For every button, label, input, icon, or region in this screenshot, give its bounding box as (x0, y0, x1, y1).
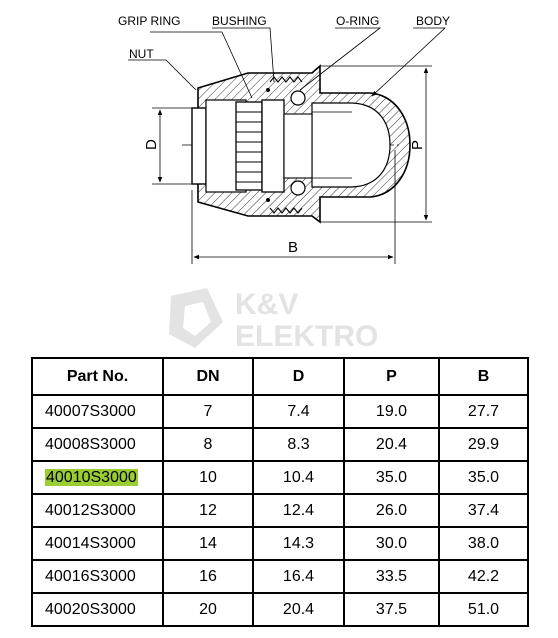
dimension-p-label: P (409, 139, 426, 150)
cell-part-no (32, 461, 163, 494)
label-nut: NUT (129, 47, 154, 61)
label-bushing: BUSHING (212, 14, 267, 28)
o-ring-top (291, 91, 305, 105)
cell-part-no (32, 395, 163, 428)
cell-b: 37.4 (439, 494, 528, 527)
table-row (32, 527, 528, 560)
detail-dot (266, 88, 270, 92)
label-o-ring: O-RING (336, 14, 380, 28)
o-ring-bottom (291, 181, 305, 195)
part-no-text: 40014S3000 (45, 534, 136, 552)
body-bore (312, 103, 390, 187)
bushing (262, 100, 284, 192)
header-b: B (439, 358, 528, 395)
cell-part-no (32, 527, 163, 560)
cell-d: 20.4 (253, 593, 344, 626)
dimension-d-label: D (143, 139, 160, 150)
spec-table (31, 357, 529, 627)
cell-p: 33.5 (344, 560, 439, 593)
label-body: BODY (416, 14, 451, 28)
watermark-line2: ELEKTRO (235, 320, 379, 353)
cell-b: 35.0 (439, 461, 528, 494)
table-header-row (32, 358, 528, 395)
cell-p: 37.5 (344, 593, 439, 626)
cell-b: 51.0 (439, 593, 528, 626)
cell-b: 27.7 (439, 395, 528, 428)
cell-p: 35.0 (344, 461, 439, 494)
cell-d: 12.4 (253, 494, 344, 527)
cell-b: 29.9 (439, 428, 528, 461)
cell-dn: 16 (163, 560, 253, 593)
cell-dn: 10 (163, 461, 253, 494)
cell-b: 42.2 (439, 560, 528, 593)
cell-dn: 7 (163, 395, 253, 428)
cell-b: 38.0 (439, 527, 528, 560)
cell-dn: 20 (163, 593, 253, 626)
watermark (165, 282, 395, 354)
part-no-text: 40020S3000 (45, 600, 136, 618)
label-grip-ring: GRIP RING (118, 14, 181, 28)
header-d: D (253, 358, 344, 395)
bushing-step (284, 114, 312, 178)
cell-part-no (32, 593, 163, 626)
part-no-text: 40016S3000 (45, 567, 136, 585)
header-p: P (344, 358, 439, 395)
cell-p: 30.0 (344, 527, 439, 560)
watermark-line1: K&V (235, 288, 299, 321)
part-no-text: 40012S3000 (45, 501, 136, 519)
detail-dot (266, 198, 270, 202)
header-dn: DN (163, 358, 253, 395)
cell-p: 19.0 (344, 395, 439, 428)
cell-dn: 14 (163, 527, 253, 560)
cell-dn: 8 (163, 428, 253, 461)
table-row (32, 560, 528, 593)
cell-part-no (32, 560, 163, 593)
cell-d: 14.3 (253, 527, 344, 560)
part-no-text: 40007S3000 (45, 402, 136, 420)
cell-d: 8.3 (253, 428, 344, 461)
cell-part-no (32, 428, 163, 461)
cell-part-no (32, 494, 163, 527)
cell-d: 7.4 (253, 395, 344, 428)
cell-dn: 12 (163, 494, 253, 527)
part-no-text-highlighted: 40010S3000 (46, 468, 137, 486)
nut-face (192, 108, 206, 184)
table-row (32, 593, 528, 626)
dimension-b-label: B (288, 239, 299, 256)
cell-p: 26.0 (344, 494, 439, 527)
part-no-text: 40008S3000 (45, 435, 136, 453)
kv-elektro-logo-icon (169, 288, 223, 348)
table-row (32, 494, 528, 527)
technical-drawing (0, 0, 558, 270)
table-row-highlighted (32, 461, 528, 494)
header-part-no: Part No. (32, 358, 163, 395)
grip-ring (236, 102, 262, 190)
cell-d: 16.4 (253, 560, 344, 593)
cell-d: 10.4 (253, 461, 344, 494)
cell-p: 20.4 (344, 428, 439, 461)
table-row (32, 428, 528, 461)
table-row (32, 395, 528, 428)
